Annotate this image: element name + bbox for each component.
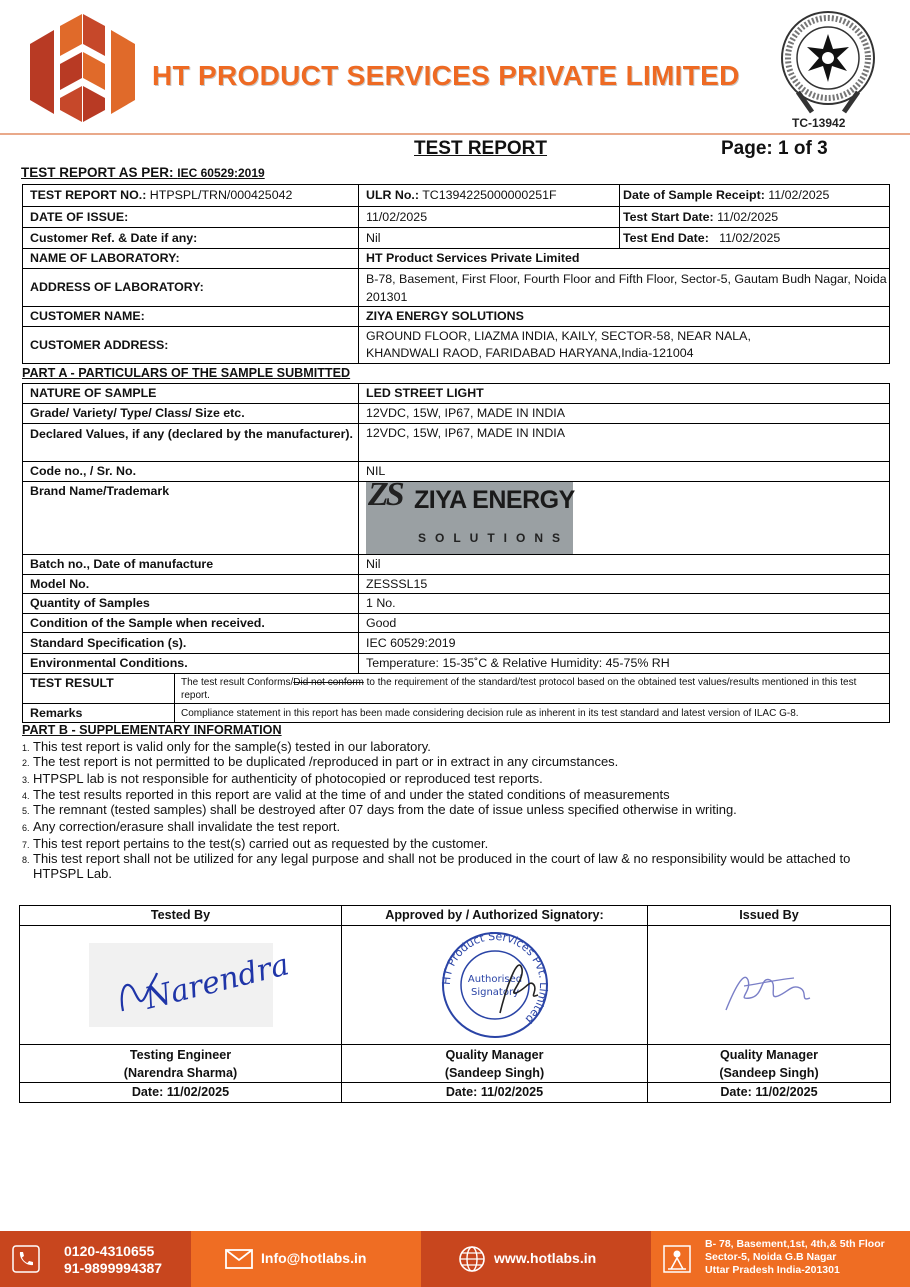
list-item: 6. Any correction/erasure shall invalidate the test report. <box>22 819 341 834</box>
tested-by-cell <box>20 1045 342 1083</box>
footer-phone-text[interactable] <box>64 1243 162 1277</box>
report-no-value: HTPSPL/TRN/000425042 <box>149 188 293 202</box>
email-icon <box>225 1245 253 1273</box>
declared-value: 12VDC, 15W, IP67, MADE IN INDIA <box>359 424 890 462</box>
issued-by-cell <box>648 1045 891 1083</box>
test-standard-label: TEST REPORT AS PER: <box>21 165 174 180</box>
date-of-issue-label: DATE OF ISSUE: <box>23 207 359 228</box>
footer-website-text[interactable]: www.hotlabs.in <box>494 1250 597 1266</box>
company-name: HT PRODUCT SERVICES PRIVATE LIMITED <box>152 60 740 91</box>
sample-receipt-cell <box>620 185 890 207</box>
sample-particulars-table <box>22 383 890 723</box>
test-start-value: 11/02/2025 <box>717 209 779 224</box>
grade-label: Grade/ Variety/ Type/ Class/ Size etc. <box>23 404 359 424</box>
sample-receipt-label: Date of Sample Receipt: <box>623 188 765 202</box>
list-item: 7. This test report pertains to the test(s) carried out as requested by the customer. <box>22 836 489 851</box>
environment-value: Temperature: 15-35˚C & Relative Humidity: 45-75% RH <box>359 654 890 674</box>
declared-label: Declared Values, if any (declared by the manufacturer). <box>23 424 359 462</box>
footer-phone-line-2: 91-9899994387 <box>64 1260 163 1276</box>
approved-by-role: Quality Manager <box>445 1047 544 1062</box>
test-result-label: TEST RESULT <box>23 674 175 704</box>
approved-by-date: Date: 11/02/2025 <box>342 1083 648 1103</box>
stamp-inner-line-2: Signatory <box>470 987 519 998</box>
table-row <box>20 1083 891 1103</box>
approved-by-signature-cell <box>342 926 648 1045</box>
brand-label: Brand Name/Trademark <box>23 482 359 555</box>
tested-by-role: Testing Engineer <box>129 1047 232 1062</box>
quantity-value: 1 No. <box>359 594 890 614</box>
issued-by-date: Date: 11/02/2025 <box>648 1083 891 1103</box>
note-text: This test report is valid only for the sample(s) tested in our laboratory. <box>33 739 431 754</box>
footer-address <box>651 1231 910 1287</box>
test-start-cell <box>620 207 890 228</box>
note-text: The test report is not permitted to be duplicated /reproduced in part or in extract in any circumstances. <box>33 754 619 769</box>
table-row <box>23 654 890 674</box>
lab-address-label: ADDRESS OF LABORATORY: <box>23 269 359 307</box>
table-row <box>23 384 890 404</box>
part-b-heading: PART B - SUPPLEMENTARY INFORMATION <box>22 723 282 737</box>
globe-icon <box>458 1245 486 1273</box>
table-row <box>23 704 890 723</box>
footer-address-line-2: Sector-5, Noida G.B Nagar <box>705 1251 837 1263</box>
page-indicator: Page: 1 of 3 <box>721 138 828 159</box>
brand-logo-cell <box>359 476 890 555</box>
table-row <box>23 185 890 207</box>
issued-by-header: Issued By <box>648 906 891 926</box>
customer-ref-label: Customer Ref. & Date if any: <box>23 228 359 249</box>
tested-by-header: Tested By <box>20 906 342 926</box>
list-item: 4. The test results reported in this report are valid at the time of and under the stated conditions of measurements <box>22 787 670 802</box>
lab-name-label: NAME OF LABORATORY: <box>23 249 359 269</box>
footer-website <box>421 1231 651 1287</box>
report-title: TEST REPORT <box>414 138 548 159</box>
approved-by-cell <box>342 1045 648 1083</box>
table-row <box>20 1045 891 1083</box>
tested-by-date: Date: 11/02/2025 <box>20 1083 342 1103</box>
footer-address-line-1: B- 78, Basement,1st, 4th,& 5th Floor <box>705 1238 885 1250</box>
note-text: This test report pertains to the test(s) carried out as requested by the customer. <box>33 836 489 851</box>
test-standard-line <box>21 165 265 180</box>
code-value: NIL <box>359 462 890 482</box>
table-row <box>23 307 890 327</box>
customer-address-cell <box>359 327 890 364</box>
note-text: The test results reported in this report are valid at the time of and under the stated conditions of measurements <box>33 787 670 802</box>
issued-by-name: (Sandeep Singh) <box>719 1065 819 1080</box>
approved-by-header: Approved by / Authorized Signatory: <box>342 906 648 926</box>
tested-by-signature <box>89 943 292 1027</box>
list-item: 1. This test report is valid only for the sample(s) tested in our laboratory. <box>22 739 431 754</box>
report-info-table <box>22 184 890 364</box>
test-end-cell <box>620 228 890 249</box>
table-row <box>23 207 890 228</box>
footer-phone-line-1: 0120-4310655 <box>64 1243 155 1259</box>
condition-label: Condition of the Sample when received. <box>23 614 359 633</box>
report-no-cell <box>23 185 359 207</box>
test-result-struck: Did not conform <box>293 677 364 688</box>
table-row <box>23 424 890 462</box>
issued-by-signature <box>714 950 824 1020</box>
customer-name-label: CUSTOMER NAME: <box>23 307 359 327</box>
footer-address-text <box>705 1238 885 1277</box>
tested-by-signature-text: Narendra <box>140 947 292 1017</box>
stamp-inner-line-1: Authorised <box>467 974 522 985</box>
customer-name-value: ZIYA ENERGY SOLUTIONS <box>359 307 890 327</box>
table-row <box>20 926 891 1045</box>
test-start-label: Test Start Date: <box>623 209 714 224</box>
brand-logo-name: ZIYA ENERGY <box>414 486 575 514</box>
report-no-label: TEST REPORT NO.: <box>30 188 147 202</box>
model-value: ZESSSL15 <box>359 575 890 594</box>
company-logo <box>30 14 135 122</box>
footer-email-text[interactable]: Info@hotlabs.in <box>261 1250 367 1266</box>
signatures-table <box>19 905 891 1103</box>
table-row <box>23 327 890 364</box>
list-item: 8. This test report shall not be utilized for any legal purpose and shall not be produced in the court of law & no responsibility would be attached to HTPSPL Lab. <box>22 851 851 881</box>
test-result-value <box>175 674 890 704</box>
table-row <box>23 462 890 482</box>
list-item: 3. HTPSPL lab is not responsible for authenticity of photocopied or reproduced test reports. <box>22 771 543 786</box>
quantity-label: Quantity of Samples <box>23 594 359 614</box>
nature-value: LED STREET LIGHT <box>359 384 890 404</box>
issued-by-role: Quality Manager <box>720 1047 818 1062</box>
sample-receipt-value: 11/02/2025 <box>768 188 830 202</box>
brand-logo <box>366 476 575 554</box>
table-row <box>23 404 890 424</box>
note-text: The remnant (tested samples) shall be destroyed after 07 days from the date of issue unless specified otherwise in writing. <box>33 802 737 817</box>
footer-phone <box>0 1231 191 1287</box>
issued-by-signature-cell <box>648 926 891 1045</box>
note-text: HTPSPL lab is not responsible for authenticity of photocopied or reproduced test reports. <box>33 771 543 786</box>
lab-address-value: B-78, Basement, First Floor, Fourth Floor and Fifth Floor, Sector-5, Gautam Budh Nagar, Noida 201301 <box>359 269 890 307</box>
test-standard-value: IEC 60529:2019 <box>177 166 265 180</box>
accreditation-seal <box>776 6 880 114</box>
remarks-label: Remarks <box>23 704 175 723</box>
table-row <box>23 674 890 704</box>
approved-by-name: (Sandeep Singh) <box>444 1065 545 1080</box>
approved-by-stamp <box>434 929 556 1041</box>
tested-by-signature-cell <box>20 926 342 1045</box>
test-end-label: Test End Date: <box>623 230 709 245</box>
header-divider <box>0 133 910 135</box>
table-row <box>23 594 890 614</box>
remarks-value: Compliance statement in this report has been made considering decision rule as inherent in its test standard and latest version of ILAC G-8. <box>175 704 890 723</box>
test-result-pre: The test result Conforms/ <box>181 677 294 688</box>
customer-ref-value: Nil <box>359 228 620 249</box>
customer-address-line-1: GROUND FLOOR, LIAZMA INDIA, KAILY, SECTOR-58, NEAR NALA, <box>366 329 751 343</box>
standard-value: IEC 60529:2019 <box>359 633 890 654</box>
phone-icon <box>12 1245 40 1273</box>
stamp-outer-text: HT Product Services Pvt. Limited <box>439 929 550 1026</box>
supplementary-notes <box>22 739 882 881</box>
grade-value: 12VDC, 15W, IP67, MADE IN INDIA <box>359 404 890 424</box>
accreditation-number: TC-13942 <box>792 116 846 130</box>
location-icon <box>663 1245 691 1273</box>
table-row <box>20 906 891 926</box>
nature-label: NATURE OF SAMPLE <box>23 384 359 404</box>
date-of-issue-value: 11/02/2025 <box>359 207 620 228</box>
footer-address-line-3: Uttar Pradesh India-201301 <box>705 1264 840 1276</box>
model-label: Model No. <box>23 575 359 594</box>
test-end-value: 11/02/2025 <box>719 230 781 245</box>
brand-logo-sub: SOLUTIONS <box>418 531 570 545</box>
batch-label: Batch no., Date of manufacture <box>23 555 359 575</box>
condition-value: Good <box>359 614 890 633</box>
environment-label: Environmental Conditions. <box>23 654 359 674</box>
batch-value: Nil <box>359 555 890 575</box>
lab-name-value: HT Product Services Private Limited <box>359 249 890 269</box>
note-text: This test report shall not be utilized for any legal purpose and shall not be produced in the court of law & no responsibility would be attached to HTPSPL Lab. <box>33 851 851 881</box>
standard-label: Standard Specification (s). <box>23 633 359 654</box>
ulr-label: ULR No.: <box>366 188 419 202</box>
list-item: 2. The test report is not permitted to be duplicated /reproduced in part or in extract in any circumstances. <box>22 754 619 769</box>
part-a-heading: PART A - PARTICULARS OF THE SAMPLE SUBMITTED <box>22 366 351 380</box>
brand-logo-mark: ZS <box>368 476 402 513</box>
table-row <box>23 575 890 594</box>
ulr-cell <box>359 185 620 207</box>
tested-by-name: (Narendra Sharma) <box>123 1065 238 1080</box>
customer-address-line-2: KHANDWALI RAOD, FARIDABAD HARYANA,India-121004 <box>366 346 694 360</box>
test-result-post: to the requirement of the standard/test protocol based on the obtained test values/results mentioned in this test report. <box>181 677 857 701</box>
table-row <box>23 249 890 269</box>
code-label: Code no., / Sr. No. <box>23 462 359 482</box>
note-text: Any correction/erasure shall invalidate the test report. <box>33 819 341 834</box>
table-row <box>23 228 890 249</box>
ulr-value: TC1394225000000251F <box>422 188 557 202</box>
list-item: 5. The remnant (tested samples) shall be destroyed after 07 days from the date of issue unless specified otherwise in writing. <box>22 802 737 817</box>
customer-address-label: CUSTOMER ADDRESS: <box>23 327 359 364</box>
table-row <box>23 555 890 575</box>
footer-email <box>191 1231 421 1287</box>
table-row <box>23 269 890 307</box>
table-row <box>23 633 890 654</box>
table-row <box>23 482 890 555</box>
table-row <box>23 614 890 633</box>
